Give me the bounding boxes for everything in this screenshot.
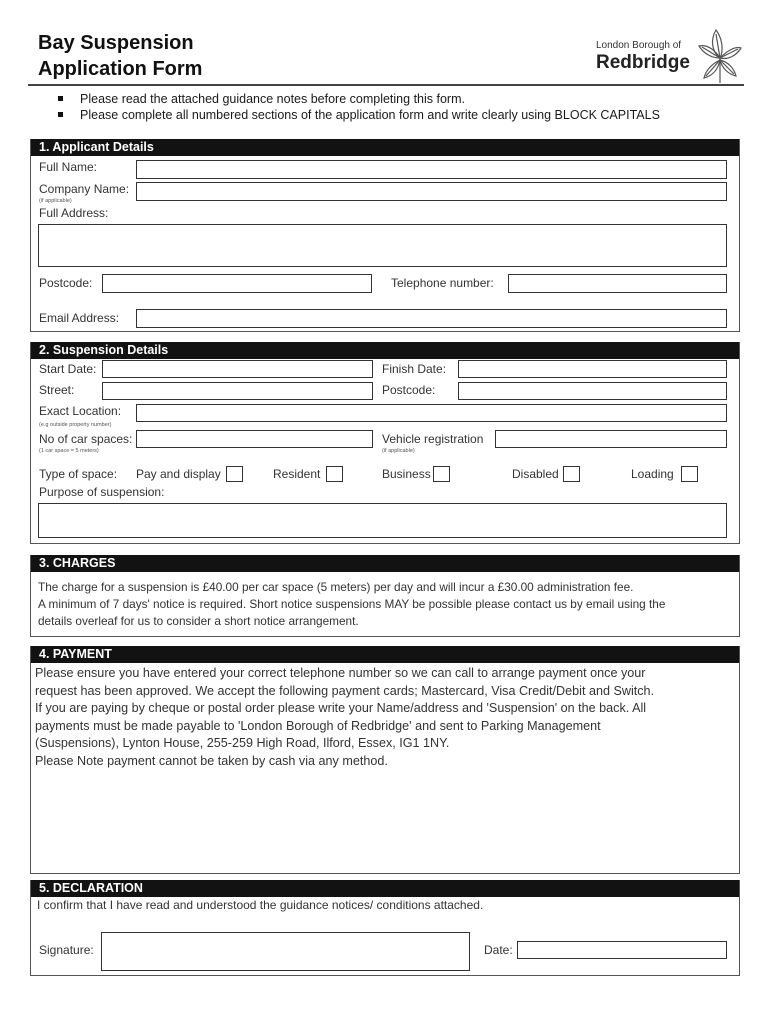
- start-date-label: Start Date:: [39, 362, 97, 376]
- payment-text: [35, 665, 739, 771]
- company-name-label: Company Name:: [39, 182, 130, 196]
- vehicle-note: (if applicable): [382, 448, 415, 454]
- instruction-list: [58, 91, 660, 123]
- telephone-label: Telephone number:: [391, 276, 494, 290]
- charges-line: details overleaf for us to consider a short notice arrangement.: [38, 614, 359, 628]
- type-of-space-label: Type of space:: [39, 467, 118, 481]
- street-label: Street:: [39, 383, 75, 397]
- declaration-section: [30, 880, 740, 976]
- charges-text: [38, 579, 738, 630]
- car-spaces-label: No of car spaces:: [39, 432, 133, 446]
- company-name-input[interactable]: [136, 182, 727, 201]
- car-spaces-input[interactable]: [136, 430, 373, 448]
- full-name-label: Full Name:: [39, 160, 98, 174]
- exact-location-label: Exact Location:: [39, 404, 122, 418]
- company-note: (if applicable): [39, 198, 72, 204]
- section-heading: 2. Suspension Details: [31, 342, 739, 359]
- full-address-input[interactable]: [38, 224, 727, 267]
- council-logo: [590, 28, 740, 84]
- instruction-item: Please read the attached guidance notes before completing this form.: [58, 91, 660, 107]
- business-label: Business: [382, 467, 431, 481]
- payment-section: [30, 646, 740, 874]
- logo-small-text: London Borough of: [596, 40, 682, 51]
- purpose-input[interactable]: [38, 503, 727, 538]
- page-title: [38, 30, 202, 82]
- payment-line: payments must be made payable to 'London Borough of Redbridge' and sent to Parking Management: [35, 718, 601, 733]
- vehicle-registration-label: Vehicle registration: [382, 432, 484, 446]
- telephone-input[interactable]: [508, 274, 727, 293]
- resident-checkbox[interactable]: [326, 466, 343, 482]
- header-divider: [28, 84, 744, 86]
- pay-and-display-label: Pay and display: [136, 467, 221, 481]
- resident-label: Resident: [273, 467, 321, 481]
- vehicle-registration-input[interactable]: [495, 430, 727, 448]
- email-label: Email Address:: [39, 311, 120, 325]
- payment-line: Please Note payment cannot be taken by cash via any method.: [35, 753, 388, 768]
- charges-section: [30, 555, 740, 637]
- business-checkbox[interactable]: [433, 466, 450, 482]
- full-name-input[interactable]: [136, 160, 727, 179]
- declaration-text: I confirm that I have read and understood the guidance notices/ conditions attached.: [37, 898, 484, 912]
- suspension-postcode-input[interactable]: [458, 382, 727, 400]
- finish-date-label: Finish Date:: [382, 362, 447, 376]
- title-line-2: Application Form: [38, 58, 203, 80]
- payment-line: Please ensure you have entered your correct telephone number so we can call to arrange payment once your: [35, 666, 646, 680]
- start-date-input[interactable]: [102, 360, 373, 378]
- section-heading: 3. CHARGES: [31, 555, 739, 572]
- pay-and-display-checkbox[interactable]: [226, 466, 243, 482]
- disabled-checkbox[interactable]: [563, 466, 580, 482]
- logo-big-text: Redbridge: [596, 52, 690, 73]
- car-spaces-note: (1 car space = 5 meters): [39, 448, 99, 454]
- title-line-1: Bay Suspension: [38, 32, 194, 54]
- location-note: (e.g outside property number): [39, 422, 112, 428]
- street-input[interactable]: [102, 382, 373, 400]
- payment-line: request has been approved. We accept the following payment cards; Mastercard, Visa Credit/Debit and Switch.: [35, 683, 655, 698]
- exact-location-input[interactable]: [136, 404, 727, 422]
- loading-label: Loading: [631, 467, 674, 481]
- payment-line: If you are paying by cheque or postal order please write your Name/address and 'Suspension' on the back. All: [35, 701, 647, 716]
- signature-input[interactable]: [101, 932, 470, 971]
- instruction-item: Please complete all numbered sections of the application form and write clearly using BLOCK CAPITALS: [58, 107, 660, 123]
- section-heading: 5. DECLARATION: [31, 880, 739, 897]
- leaf-icon: [698, 28, 742, 84]
- charges-line: The charge for a suspension is £40.00 per car space (5 meters) per day and will incur a £30.00 administration fee.: [38, 580, 634, 594]
- charges-line: A minimum of 7 days' notice is required. Short notice suspensions MAY be possible please contact us by email using the: [38, 597, 666, 611]
- disabled-label: Disabled: [512, 467, 559, 481]
- signature-label: Signature:: [39, 943, 94, 957]
- email-input[interactable]: [136, 309, 727, 328]
- payment-line: (Suspensions), Lynton House, 255-259 High Road, Ilford, Essex, IG1 1NY.: [35, 736, 450, 751]
- postcode-label: Postcode:: [39, 276, 93, 290]
- section-heading: 1. Applicant Details: [31, 139, 739, 156]
- section-heading: 4. PAYMENT: [31, 646, 739, 663]
- postcode-input[interactable]: [102, 274, 372, 293]
- finish-date-input[interactable]: [458, 360, 727, 378]
- date-label: Date:: [484, 943, 513, 957]
- suspension-details-section: [30, 342, 740, 544]
- suspension-postcode-label: Postcode:: [382, 383, 436, 397]
- loading-checkbox[interactable]: [681, 466, 698, 482]
- date-input[interactable]: [517, 941, 727, 959]
- applicant-details-section: [30, 139, 740, 332]
- purpose-label: Purpose of suspension:: [39, 485, 165, 499]
- full-address-label: Full Address:: [39, 206, 109, 220]
